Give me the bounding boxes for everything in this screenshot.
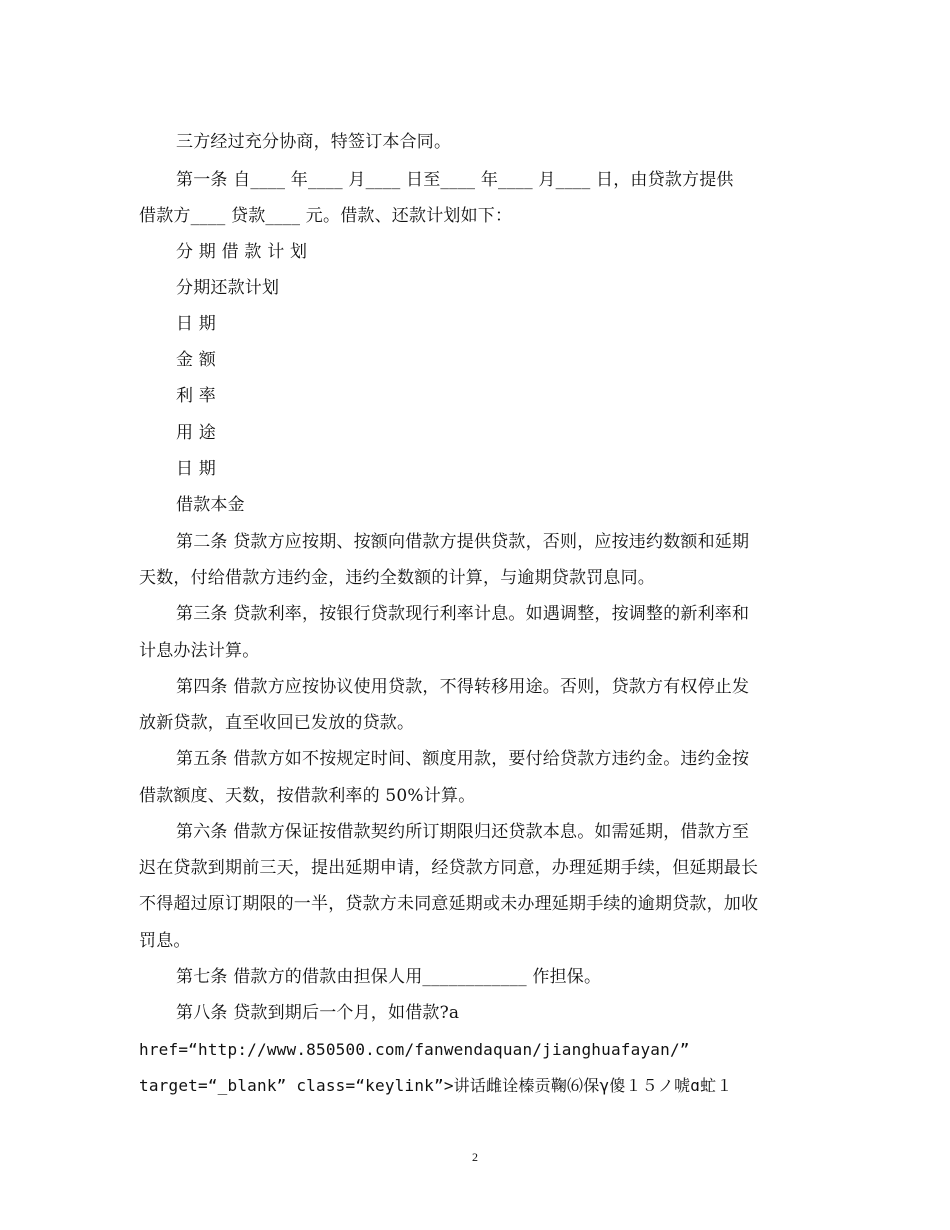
text-line: 三方经过充分协商，特签订本合同。 <box>176 132 452 152</box>
article-4-line: 放新贷款，直至收回已发放的贷款。 <box>139 713 415 733</box>
article-1-line: 借款方____ 贷款____ 元。借款、还款计划如下： <box>139 206 513 226</box>
garbled-html-line: href=“http://www.850500.com/fanwendaquan/jianghuafayan/” <box>139 1040 690 1059</box>
article-6-line: 不得超过原订期限的一半，贷款方未同意延期或未办理延期手续的逾期贷款，加收 <box>139 894 759 914</box>
article-7-line: 第七条 借款方的借款由担保人用____________ 作担保。 <box>176 967 602 987</box>
article-6-line: 迟在贷款到期前三天，提出延期申请，经贷款方同意，办理延期手续，但延期最长 <box>139 858 759 878</box>
table-column-date: 日 期 <box>176 459 217 479</box>
article-4-line: 第四条 借款方应按协议使用贷款，不得转移用途。否则，贷款方有权停止发 <box>176 677 750 697</box>
table-column-rate: 利 率 <box>176 386 217 406</box>
article-5-line: 借款额度、天数，按借款利率的 50%计算。 <box>139 786 476 806</box>
article-1-line: 第一条 自____ 年____ 月____ 日至____ 年____ 月____ 日，由贷款方提供 <box>176 170 734 190</box>
article-2-line: 天数，付给借款方违约金，违约全数额的计算，与逾期贷款罚息同。 <box>139 568 655 588</box>
table-column-amount: 金 额 <box>176 350 217 370</box>
table-column-principal: 借款本金 <box>176 495 245 515</box>
page-number: 2 <box>472 1150 478 1164</box>
garbled-html-line: target=“_blank” class=“keylink”>讲话雌诠榛贡鞠⑹保γ傻１５ノ唬ɑ虻１ <box>139 1076 733 1095</box>
article-6-line: 第六条 借款方保证按借款契约所订期限归还贷款本息。如需延期，借款方至 <box>176 822 750 842</box>
article-3-line: 第三条 贷款利率，按银行贷款现行利率计息。如遇调整，按调整的新利率和 <box>176 604 750 624</box>
article-3-line: 计息办法计算。 <box>139 641 260 661</box>
table-column-date: 日 期 <box>176 314 217 334</box>
article-6-line: 罚息。 <box>139 931 191 951</box>
article-2-line: 第二条 贷款方应按期、按额向借款方提供贷款，否则，应按违约数额和延期 <box>176 532 750 552</box>
table-header-repay-plan: 分期还款计划 <box>176 278 280 298</box>
table-header-borrow-plan: 分 期 借 款 计 划 <box>176 242 308 262</box>
table-column-purpose: 用 途 <box>176 423 217 443</box>
article-8-line: 第八条 贷款到期后一个月，如借款?a <box>176 1003 460 1023</box>
article-5-line: 第五条 借款方如不按规定时间、额度用款，要付给贷款方违约金。违约金按 <box>176 749 750 769</box>
